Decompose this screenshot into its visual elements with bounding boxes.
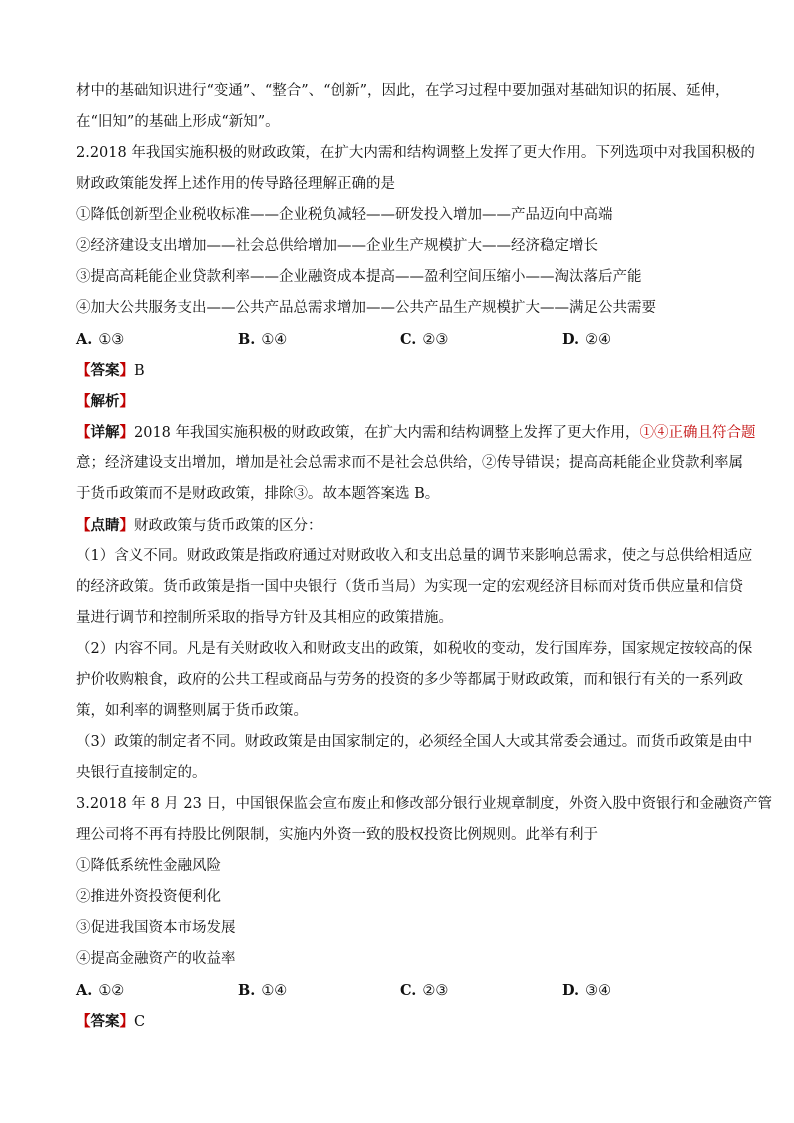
q2-stem-line-1: 2.2018 年我国实施积极的财政政策，在扩大内需和结构调整上发挥了更大作用。下列选项中对我国积极的 bbox=[76, 145, 755, 161]
q2-detail-line-3: 于货币政策而不是财政政策，排除③。故本题答案选 B。 bbox=[76, 486, 440, 502]
q3-answer bbox=[76, 1006, 726, 1037]
q2-point-line-2: 的经济政策。货币政策是指一国中央银行（货币当局）为实现一定的宏观经济目标而对货币供应量和信贷 bbox=[76, 579, 743, 595]
q2-option-d: D. ②④ bbox=[562, 330, 612, 348]
document-content bbox=[76, 76, 772, 1037]
q3-option-a: A. ①② bbox=[76, 981, 125, 999]
point-tag: 【点睛】 bbox=[76, 517, 134, 534]
q2-stem-line-2: 财政政策能发挥上述作用的传导路径理解正确的是 bbox=[76, 176, 395, 192]
intro-line-1: 材中的基础知识进行“变通”、“整合”、“创新”，因此，在学习过程中要加强对基础知识的拓展、延伸， bbox=[76, 83, 730, 99]
q3-item-2: ②推进外资投资便利化 bbox=[76, 889, 221, 905]
q2-item-4: ④加大公共服务支出——公共产品总需求增加——公共产品生产规模扩大——满足公共需要 bbox=[76, 300, 656, 316]
q2-option-c: C. ②③ bbox=[400, 330, 449, 348]
q2-point-line-3: 量进行调节和控制所采取的指导方针及其相应的政策措施。 bbox=[76, 610, 453, 626]
q3-item-1: ①降低系统性金融风险 bbox=[76, 858, 221, 874]
q2-detail-line-1: 【详解】2018 年我国实施积极的财政政策，在扩大内需和结构调整上发挥了更大作用，①④正确且符合题 bbox=[76, 424, 756, 441]
q3-option-b: B. ①④ bbox=[238, 981, 288, 999]
answer-value: C bbox=[134, 1014, 146, 1030]
q3-item-4: ④提高金融资产的收益率 bbox=[76, 951, 236, 967]
q3-item-3: ③促进我国资本市场发展 bbox=[76, 920, 236, 936]
q2-item-2: ②经济建设支出增加——社会总供给增加——企业生产规模扩大——经济稳定增长 bbox=[76, 238, 598, 254]
answer-tag: 【答案】 bbox=[76, 1013, 134, 1030]
q3-stem-line-2: 理公司将不再有持股比例限制，实施内外资一致的股权投资比例规则。此举有利于 bbox=[76, 827, 598, 843]
q3-option-d: D. ③④ bbox=[562, 981, 612, 999]
q2-item-3: ③提高高耗能企业贷款利率——企业融资成本提高——盈利空间压缩小——淘汰落后产能 bbox=[76, 269, 642, 285]
q2-point-line-6: 策，如利率的调整则属于货币政策。 bbox=[76, 703, 308, 719]
q3-stem-line-1: 3.2018 年 8 月 23 日，中国银保监会宣布废止和修改部分银行业规章制度，外资入股中资银行和金融资产管 bbox=[76, 796, 772, 812]
q2-point-line-4: （2）内容不同。凡是有关财政收入和财政支出的政策，如税收的变动，发行国库券，国家规定按较高的保 bbox=[76, 641, 753, 657]
q2-item-1: ①降低创新型企业税收标准——企业税负减轻——研发投入增加——产品迈向中高端 bbox=[76, 207, 613, 223]
analysis-tag: 【解析】 bbox=[76, 393, 134, 410]
q2-analysis bbox=[76, 386, 726, 417]
q2-point-line-5: 护价收购粮食，政府的公共工程或商品与劳务的投资的多少等都属于财政政策，而和银行有关的一系列政 bbox=[76, 672, 743, 688]
q2-detail-line-2: 意；经济建设支出增加，增加是社会总需求而不是社会总供给，②传导错误；提高高耗能企业贷款利率属 bbox=[76, 455, 743, 471]
q2-point: 【点睛】财政政策与货币政策的区分： bbox=[76, 517, 323, 534]
highlighted-text: ①④正确且符合题 bbox=[639, 425, 756, 441]
intro-line-2: 在“旧知”的基础上形成“新知”。 bbox=[76, 114, 280, 130]
answer-value: B bbox=[134, 363, 145, 379]
q2-point-line-7: （3）政策的制定者不同。财政政策是由国家制定的，必须经全国人大或其常委会通过。而货币政策是由中 bbox=[76, 734, 753, 750]
q2-options bbox=[76, 324, 726, 355]
q2-option-b: B. ①④ bbox=[238, 330, 288, 348]
q2-option-a: A. ①③ bbox=[76, 330, 125, 348]
q2-point-line-8: 央银行直接制定的。 bbox=[76, 765, 207, 781]
q2-answer bbox=[76, 355, 726, 386]
q3-option-c: C. ②③ bbox=[400, 981, 449, 999]
q3-options bbox=[76, 975, 726, 1006]
detail-tag: 【详解】 bbox=[76, 424, 134, 441]
answer-tag: 【答案】 bbox=[76, 362, 134, 379]
q2-point-line-1: （1）含义不同。财政政策是指政府通过对财政收入和支出总量的调节来影响总需求，使之与总供给相适应 bbox=[76, 548, 753, 564]
